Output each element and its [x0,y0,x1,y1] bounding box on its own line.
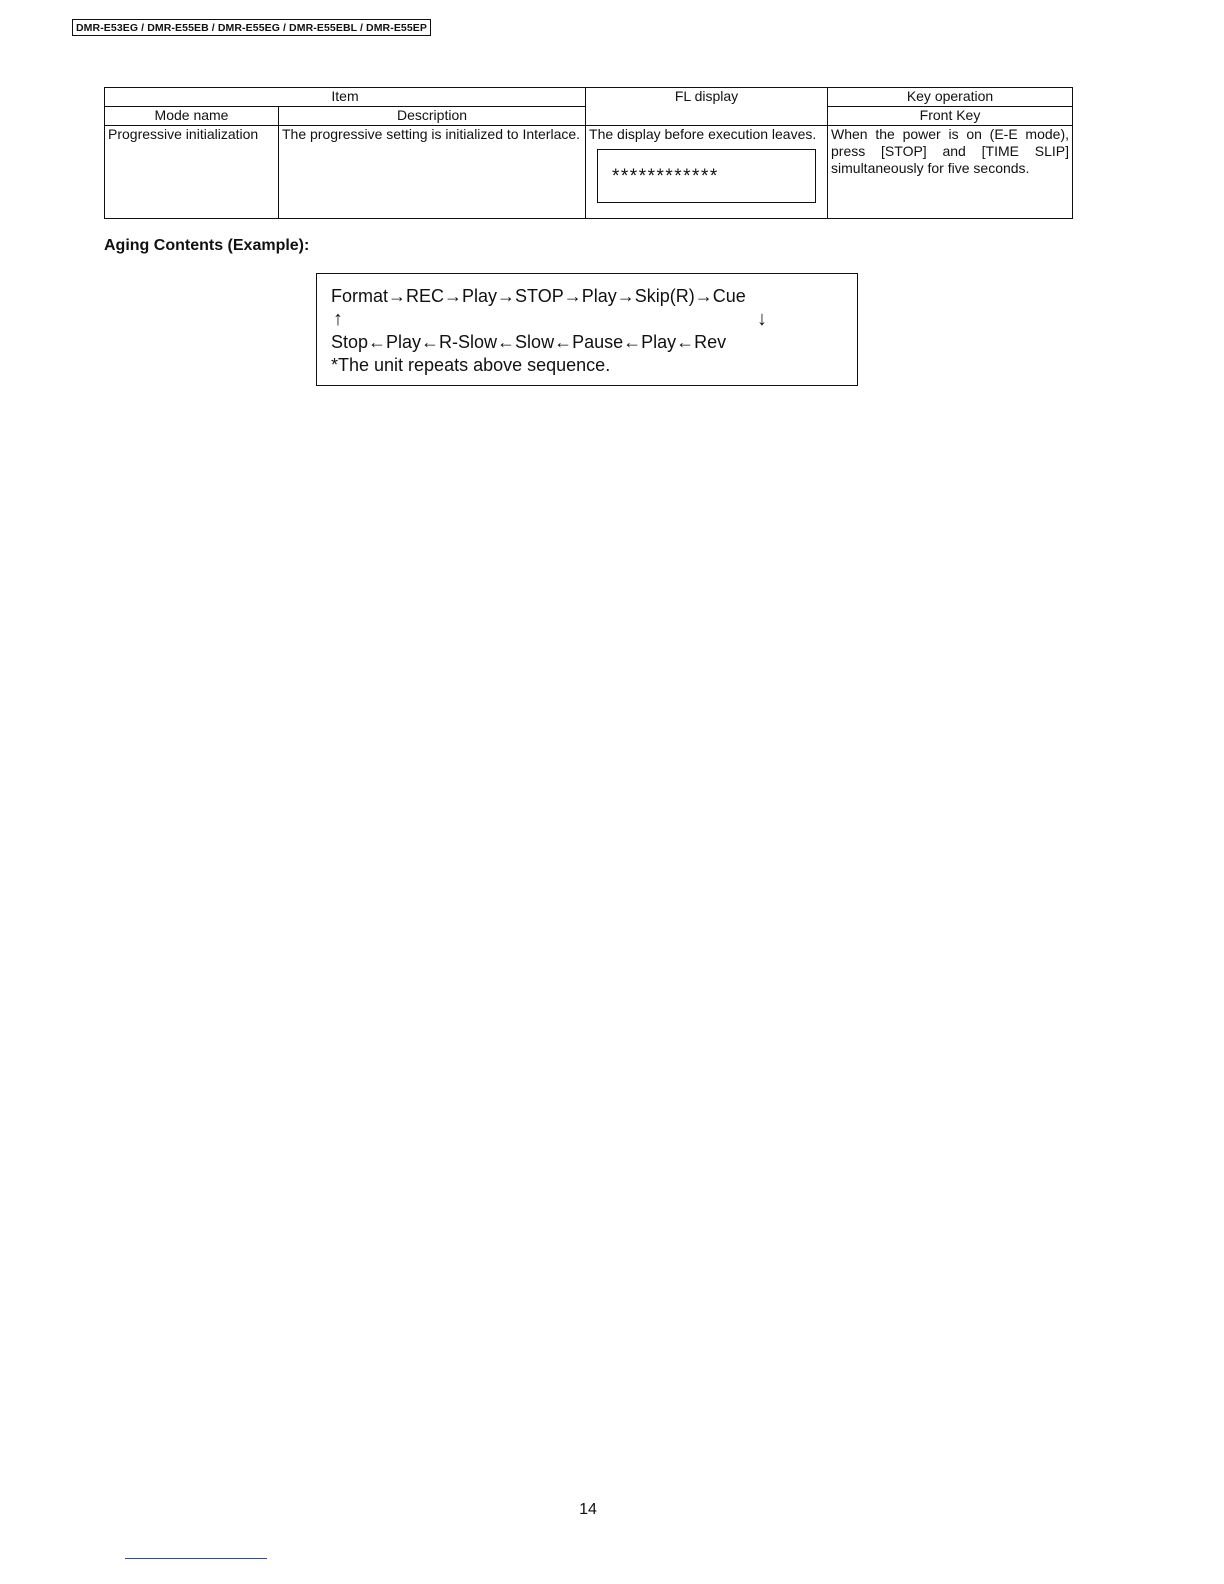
aging-note: *The unit repeats above sequence. [331,355,611,375]
fl-display-asterisks: ************ [612,165,719,187]
cell-mode-name: Progressive initialization [105,126,279,219]
model-list-header: DMR-E53EG / DMR-E55EB / DMR-E55EG / DMR-E55EBL / DMR-E55EP [72,19,431,36]
cell-fl-display [586,126,828,219]
table-row [105,126,1073,219]
header-item: Item [105,88,586,107]
arrow-up-icon: ↑ [333,308,343,330]
header-front-key: Front Key [828,107,1073,126]
service-mode-table [104,87,1073,219]
footer-rule [125,1558,267,1559]
aging-line-1: Format→REC→Play→STOP→Play→Skip(R)→Cue [331,286,746,306]
cell-front-key: When the power is on (E-E mode), press [STOP] and [TIME SLIP] simultaneously for five seconds. [828,126,1073,219]
fl-display-text: The display before execution leaves. [589,126,817,142]
aging-line-2: Stop←Play←R-Slow←Slow←Pause←Play←Rev [331,332,727,352]
arrow-down-icon: ↓ [757,308,767,330]
header-key-operation: Key operation [828,88,1073,107]
fl-display-box [597,149,816,203]
page-number: 14 [579,1501,597,1518]
aging-section-title: Aging Contents (Example): [104,237,310,254]
header-fl-display: FL display [586,88,828,126]
cell-description: The progressive setting is initialized to Interlace. [279,126,586,219]
header-mode-name: Mode name [105,107,279,126]
aging-sequence-box [316,273,858,386]
table-header-row-1 [105,88,1073,107]
header-description: Description [279,107,586,126]
